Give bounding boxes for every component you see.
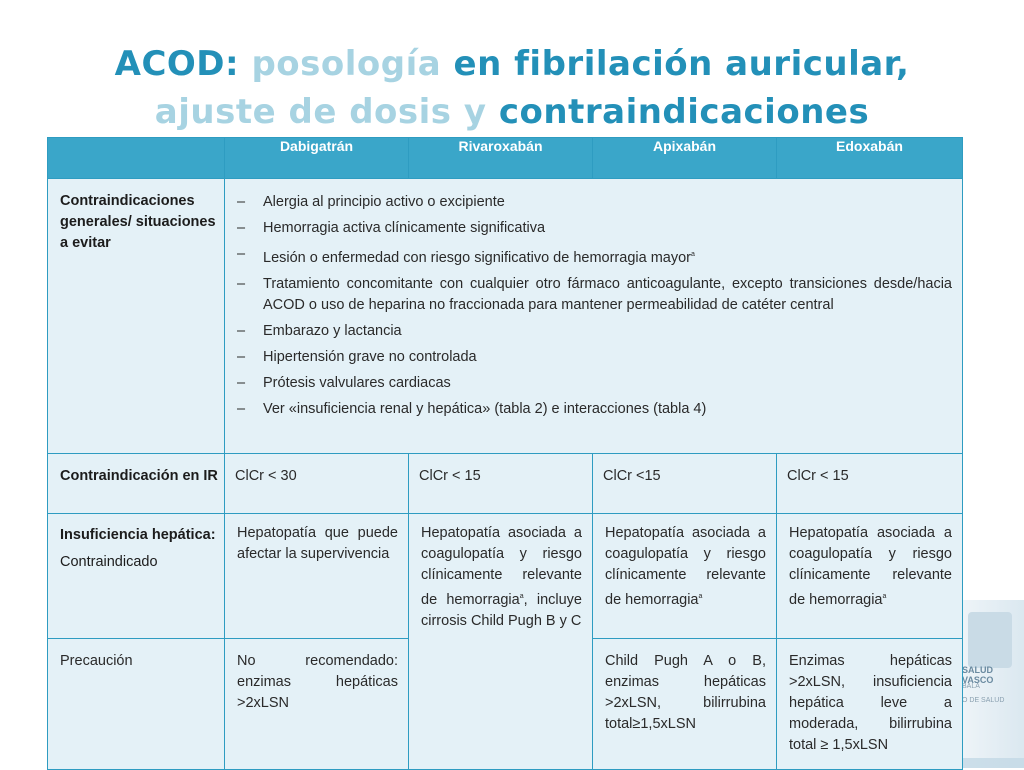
general-item <box>237 399 952 420</box>
general-list <box>237 192 952 420</box>
table-row-hepatic-contra <box>48 514 963 639</box>
header-empty <box>48 138 225 179</box>
title-line-1 <box>0 40 1024 88</box>
ir-dabigatran: ClCr < 30 <box>225 454 409 514</box>
footnote-mark: a <box>698 593 703 600</box>
ir-edoxaban: ClCr < 15 <box>777 454 963 514</box>
hepatic-prec-edoxaban: Enzimas hepáticas >2xLSN, insuficiencia hepática leve a moderada, bilirrubina total ≥ 1,5xLSN <box>777 639 963 770</box>
general-item <box>237 274 952 316</box>
hepatic-contra-rivaroxaban <box>409 514 593 770</box>
footnote-mark: a <box>519 593 524 600</box>
general-item <box>237 321 952 342</box>
general-item-text: – Hemorragia activa clínicamente significativa <box>263 220 546 236</box>
ir-apixaban: ClCr <15 <box>593 454 777 514</box>
general-item-text: – Ver «insuficiencia renal y hepática» (tabla 2) e interacciones (tabla 4) <box>263 400 707 417</box>
hepatic-contra-dabigatran: Hepatopatía que puede afectar la supervivencia <box>225 514 409 639</box>
header-dabigatran: Dabigatrán <box>225 138 409 179</box>
footnote-mark: a <box>690 251 695 258</box>
general-item-text: Lesión o enfermedad con riesgo significativo de hemorragia mayor <box>263 249 691 266</box>
slide-title <box>0 40 1024 136</box>
general-item-text: – Tratamiento concomitante con cualquier otro fármaco anticoagulante, excepto transiciones desde/hacia ACOD o uso de heparina no fraccionada para mantener permeabilidad de catéter central <box>263 275 952 313</box>
logo-text-2: BALA <box>962 683 980 690</box>
row-label-hepatic <box>48 514 225 639</box>
row-label-general: Contraindicaciones generales/ situaciones a evitar <box>48 179 225 454</box>
general-item <box>237 192 952 213</box>
title-part-ajuste: ajuste de dosis y <box>154 92 499 132</box>
table-row-general <box>48 179 963 454</box>
row-label-precaution: Precaución <box>48 639 225 770</box>
hepatic-contra-apixaban <box>593 514 777 639</box>
health-service-logo-icon <box>968 612 1012 668</box>
row-label-ir: Contraindicación en IR <box>48 454 225 514</box>
title-part-acod: ACOD: <box>114 44 252 84</box>
title-part-posologia: posología <box>251 44 442 84</box>
general-item <box>237 373 952 394</box>
header-apixaban: Apixabán <box>593 138 777 179</box>
hepatic-riva-text: Hepatopatía asociada a coagulopatía y riesgo clínicamente relevante de hemorragia <box>421 525 582 608</box>
general-item-text: – Hipertensión grave no controlada <box>263 348 477 365</box>
header-rivaroxaban: Rivaroxabán <box>409 138 593 179</box>
title-part-fa: en fibrilación auricular, <box>441 44 910 84</box>
hepatic-riva-extra: , incluye cirrosis Child Pugh B y C <box>421 591 582 629</box>
hepatic-prec-apixaban: Child Pugh A o B, enzimas hepáticas >2xLSN, bilirrubina total≥1,5xLSN <box>593 639 777 770</box>
header-edoxaban: Edoxabán <box>777 138 963 179</box>
hepatic-label: Insuficiencia hepática: <box>60 527 216 543</box>
logo-text-3: O DE SALUD <box>962 697 1005 704</box>
general-item-text: – Prótesis valvulares cardiacas <box>263 374 451 391</box>
hepatic-edox-text: Hepatopatía asociada a coagulopatía y riesgo clínicamente relevante de hemorragia <box>789 525 952 608</box>
general-item-text: – Alergia al principio activo o excipiente <box>263 194 505 210</box>
hepatic-prec-dabigatran: No recomendado: enzimas hepáticas >2xLSN <box>225 639 409 770</box>
general-item-text: – Embarazo y lactancia <box>263 322 402 339</box>
hepatic-contra-label: Contraindicado <box>60 554 158 570</box>
footnote-mark: a <box>882 593 887 600</box>
title-line-2 <box>0 88 1024 136</box>
table-row-ir <box>48 454 963 514</box>
hepatic-apix-text: Hepatopatía asociada a coagulopatía y riesgo clínicamente relevante de hemorragia <box>605 525 766 608</box>
general-item <box>237 244 952 269</box>
ir-rivaroxaban: ClCr < 15 <box>409 454 593 514</box>
logo-text: SALUD VASCO <box>962 665 994 685</box>
hepatic-contra-edoxaban <box>777 514 963 639</box>
general-item <box>237 218 952 239</box>
acod-table <box>47 137 962 770</box>
title-part-contraindicaciones: contraindicaciones <box>498 92 870 132</box>
general-contraindications-list <box>225 179 963 454</box>
table-header-row <box>48 138 963 179</box>
general-item <box>237 347 952 368</box>
